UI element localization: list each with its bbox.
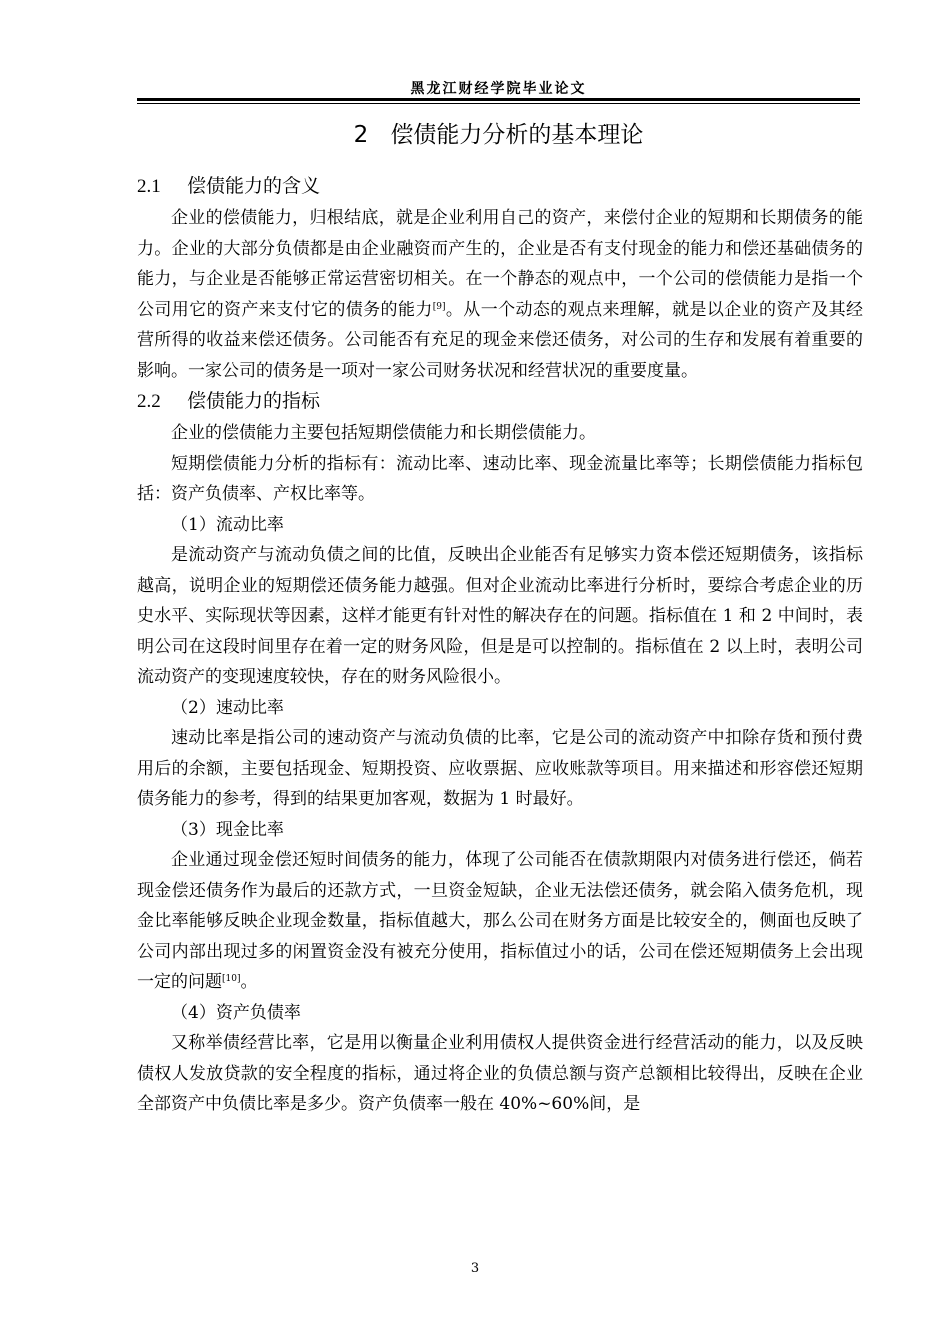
paragraph: 又称举债经营比率，它是用以衡量企业利用债权人提供资金进行经营活动的能力，以及反映债权人发放贷款的安全程度的指标，通过将企业的负债总额与资产总额相比较得出，反映在企业全部资产中负债比率是多少。资产负债率一般在 40%~60%间，是 [137,1033,863,1114]
item-label-quick-ratio: （2）速动比率 [171,697,284,718]
paragraph-text: 企业的偿债能力，归根结底，就是企业利用自己的资产，来偿付企业的短期和长期债务的能力。企业的大部分负债都是由企业融资而产生的，企业是否有支付现金的能力和偿还基础债务的能力，与企业是否能够正常运营密切相关。在一个静态的观点中，一个公司的偿债能力是指一个公司用它的资产来支付它的债务的能力 [137,208,863,320]
item-label-cash-ratio: （3）现金比率 [171,819,284,840]
paragraph: 短期偿债能力分析的指标有：流动比率、速动比率、现金流量比率等；长期偿债能力指标包括：资产负债率、产权比率等。 [137,453,863,504]
section-number: 2.1 [137,176,161,197]
paragraph [137,203,863,386]
chapter-title-text: 偿债能力分析的基本理论 [390,122,644,148]
paragraph: 企业的偿债能力主要包括短期偿债能力和长期偿债能力。 [171,423,596,443]
item-label-current-ratio: （1）流动比率 [171,514,284,535]
paragraph [137,845,863,998]
chapter-number: 2 [353,122,369,148]
chapter-title [137,116,860,149]
section-heading-2-1 [137,171,863,201]
paragraph-text-cont: 。 [240,972,258,992]
paragraph-text-cont: 。从一个动态的观点来理解，就是以企业的资产及其经营所得的收益来偿还债务。公司能否有充足的现金来偿还债务，对公司的生存和发展有着重要的影响。一家公司的债务是一项对一家公司财务状况和经营状况的重要度量。 [137,299,864,381]
body-content [137,171,863,1120]
header-rule-thin [137,103,860,104]
citation-ref: [9] [432,301,446,312]
paragraph: 是流动资产与流动负债之间的比值，反映出企业能否有足够实力资本偿还短期债务，该指标越高，说明企业的短期偿还债务能力越强。但对企业流动比率进行分析时，要综合考虑企业的历史水平、实际现状等因素，这样才能更有针对性的解决存在的问题。指标值在 1 和 2 中间时，表明公司在这段时间里存在着一定的财务风险，但是是可以控制的。指标值在 2 以上时，表明公司流动资产的变现速度较快，存在的财务风险很小。 [137,545,863,687]
paragraph: 速动比率是指公司的速动资产与流动负债的比率，它是公司的流动资产中扣除存货和预付费用后的余额，主要包括现金、短期投资、应收票据、应收账款等项目。用来描述和形容偿还短期债务能力的参考，得到的结果更加客观，数据为 1 时最好。 [137,728,863,809]
section-number: 2.2 [137,391,161,412]
section-title: 偿债能力的含义 [187,175,321,197]
paragraph-text: 企业通过现金偿还短时间债务的能力，体现了公司能否在债款期限内对债务进行偿还，倘若现金偿还债务作为最后的还款方式，一旦资金短缺，企业无法偿还债务，就会陷入债务危机，现金比率能够反映企业现金数量，指标值越大，那么公司在财务方面是比较安全的，侧面也反映了公司内部出现过多的闲置资金没有被充分使用，指标值过小的话，公司在偿还短期债务上会出现一定的问题 [137,850,863,992]
header-rule-thick [137,98,860,101]
citation-ref: [10] [222,974,241,984]
running-header-title: 黑龙江财经学院毕业论文 [410,81,587,97]
item-label-debt-ratio: （4）资产负债率 [171,1002,301,1023]
page-number: 3 [470,1261,480,1276]
section-title: 偿债能力的指标 [187,390,321,412]
section-heading-2-2 [137,386,863,416]
